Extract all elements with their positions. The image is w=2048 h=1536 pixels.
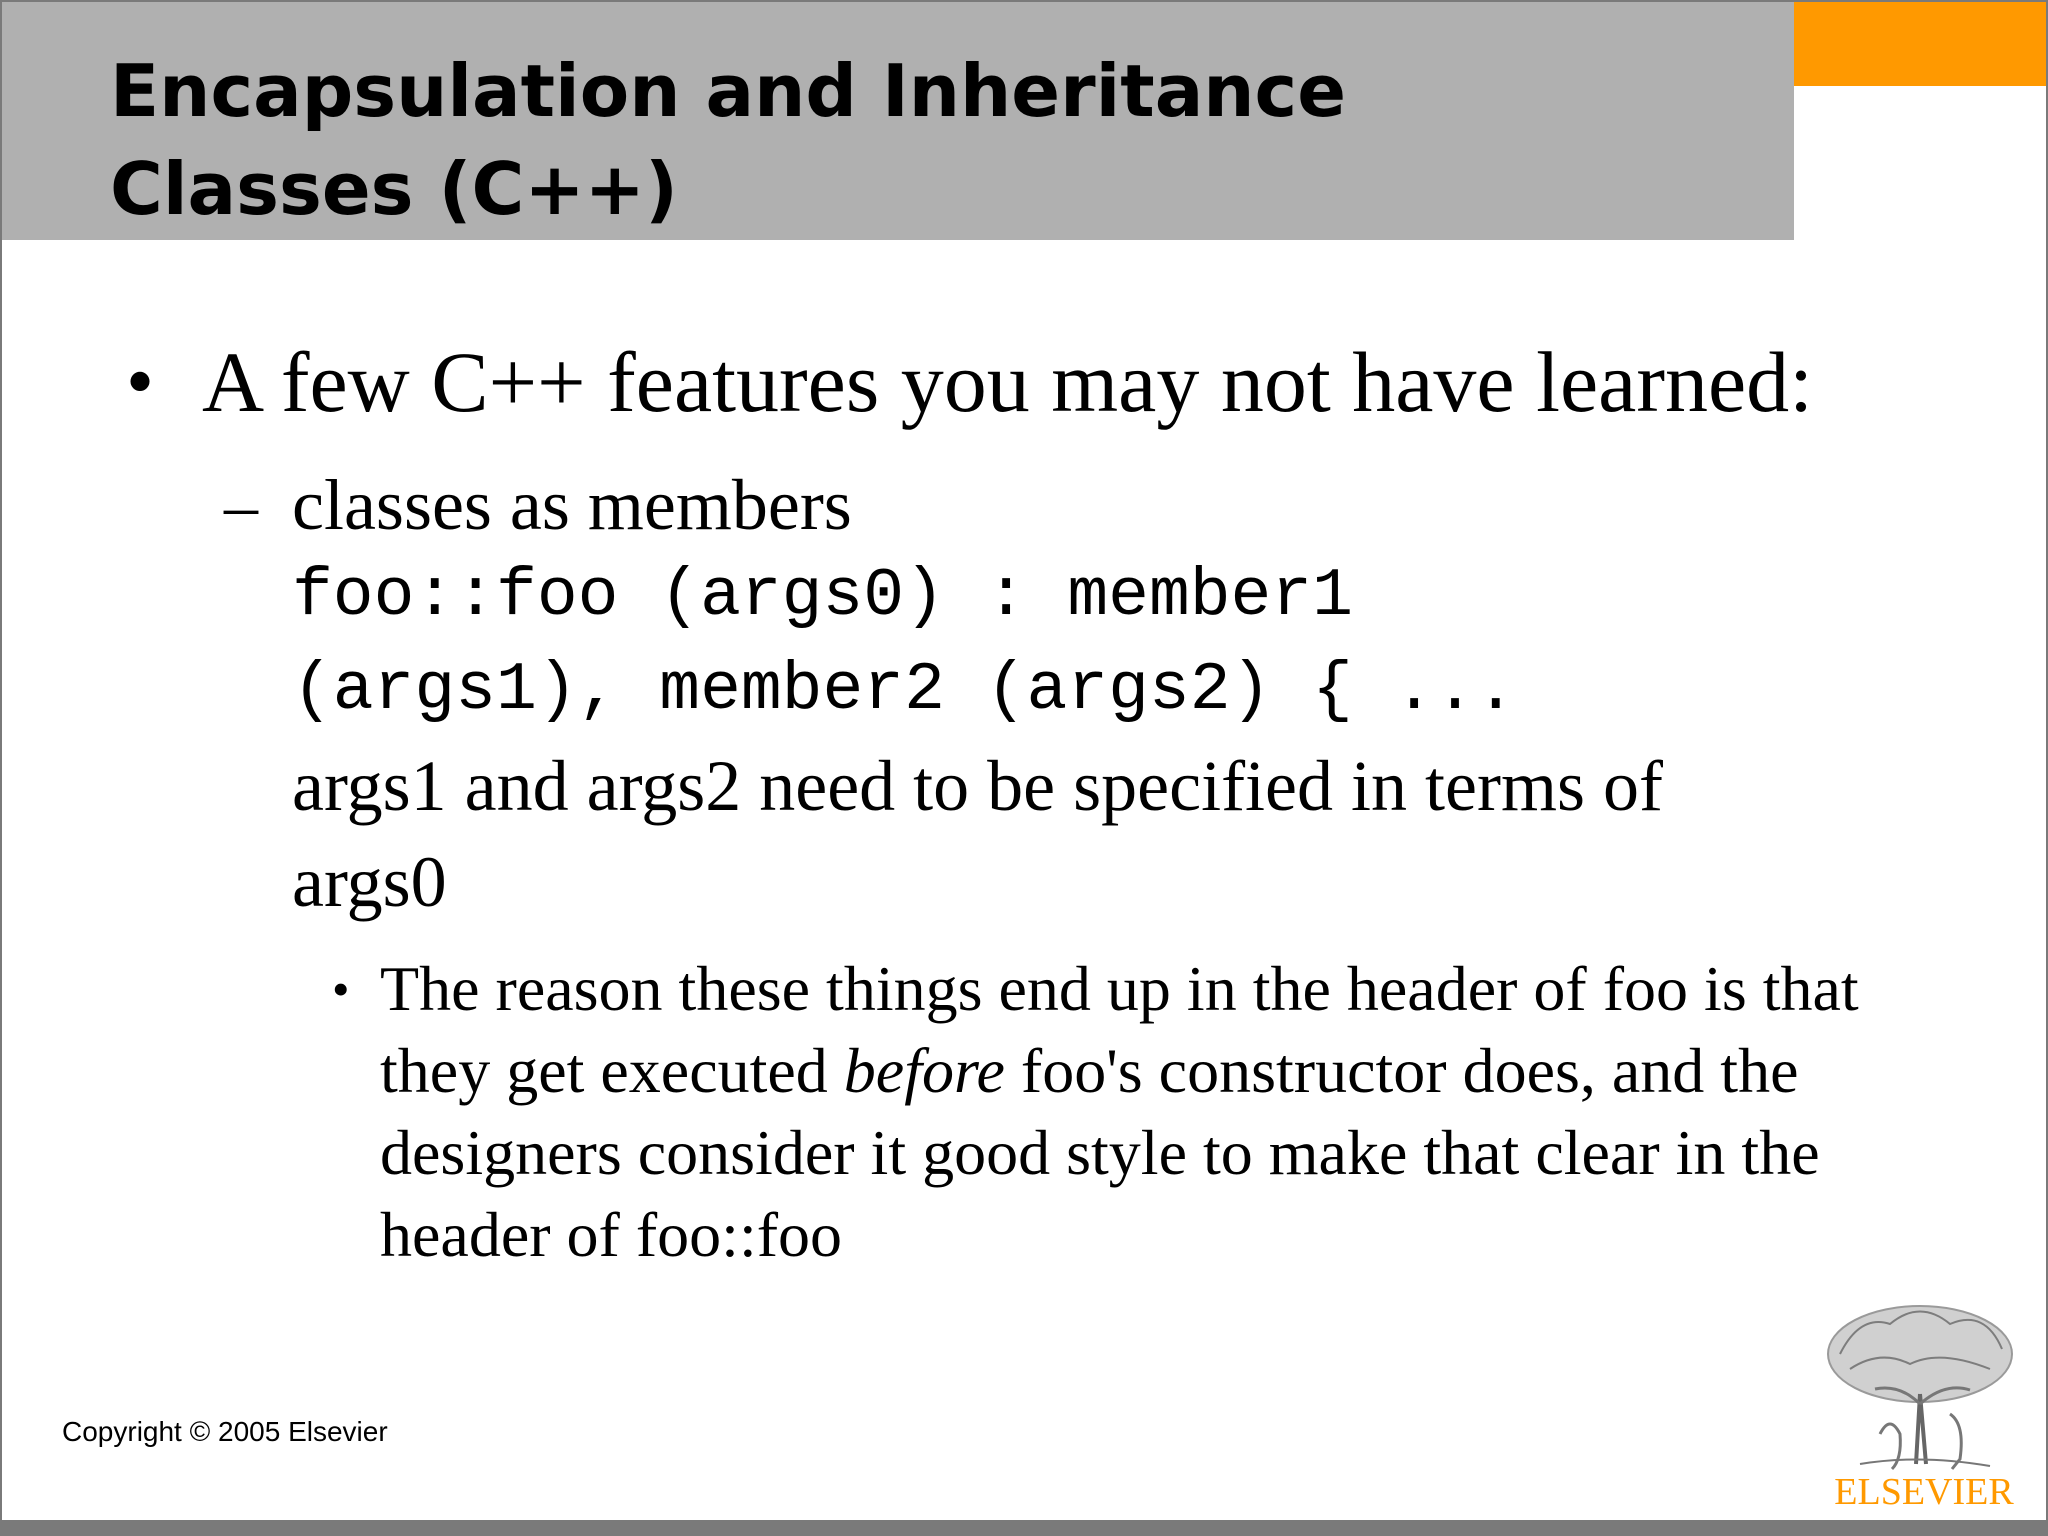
nested-bullet-line-1: The reason these things end up in the header of foo is that <box>380 953 1859 1024</box>
emphasis-before: before <box>843 1035 1005 1106</box>
slide-title-line-1: Encapsulation and Inheritance <box>110 49 1347 133</box>
bullet-text-features: A few C++ features you may not have learned: <box>202 334 1814 430</box>
nested-bullet-line-3: designers consider it good style to make that clear in the <box>380 1117 1820 1188</box>
code-line-2: (args1), member2 (args2) { ... <box>292 652 1517 729</box>
elsevier-logo-text: ELSEVIER <box>1834 1471 2014 1513</box>
line-2-after: foo's constructor does, and the <box>1004 1035 1799 1106</box>
slide-title-line-2: Classes (C++) <box>110 147 678 231</box>
sub-note <box>292 738 1892 930</box>
sub-bullet-label: classes as members <box>292 465 852 545</box>
slide-content <box>2 2 2048 1536</box>
sub-note-line-1: args1 and args2 need to be specified in terms of <box>292 746 1663 826</box>
nested-bullet-text <box>380 948 1980 1276</box>
sub-note-line-2: args0 <box>292 842 447 922</box>
bullet-marker: • <box>126 338 155 426</box>
line-2-before: they get executed <box>380 1035 844 1106</box>
code-line-1: foo::foo (args0) : member1 <box>292 558 1353 635</box>
sub-bullet-block <box>292 460 1932 930</box>
nested-bullet-line-4: header of foo::foo <box>380 1199 843 1270</box>
sub-bullet-marker: – <box>224 467 258 543</box>
copyright-notice: Copyright © 2005 Elsevier <box>62 1416 388 1447</box>
nested-bullet-marker: • <box>332 961 350 1017</box>
nested-bullet-line-2 <box>380 1030 1980 1112</box>
bottom-bar <box>2 1520 2048 1536</box>
